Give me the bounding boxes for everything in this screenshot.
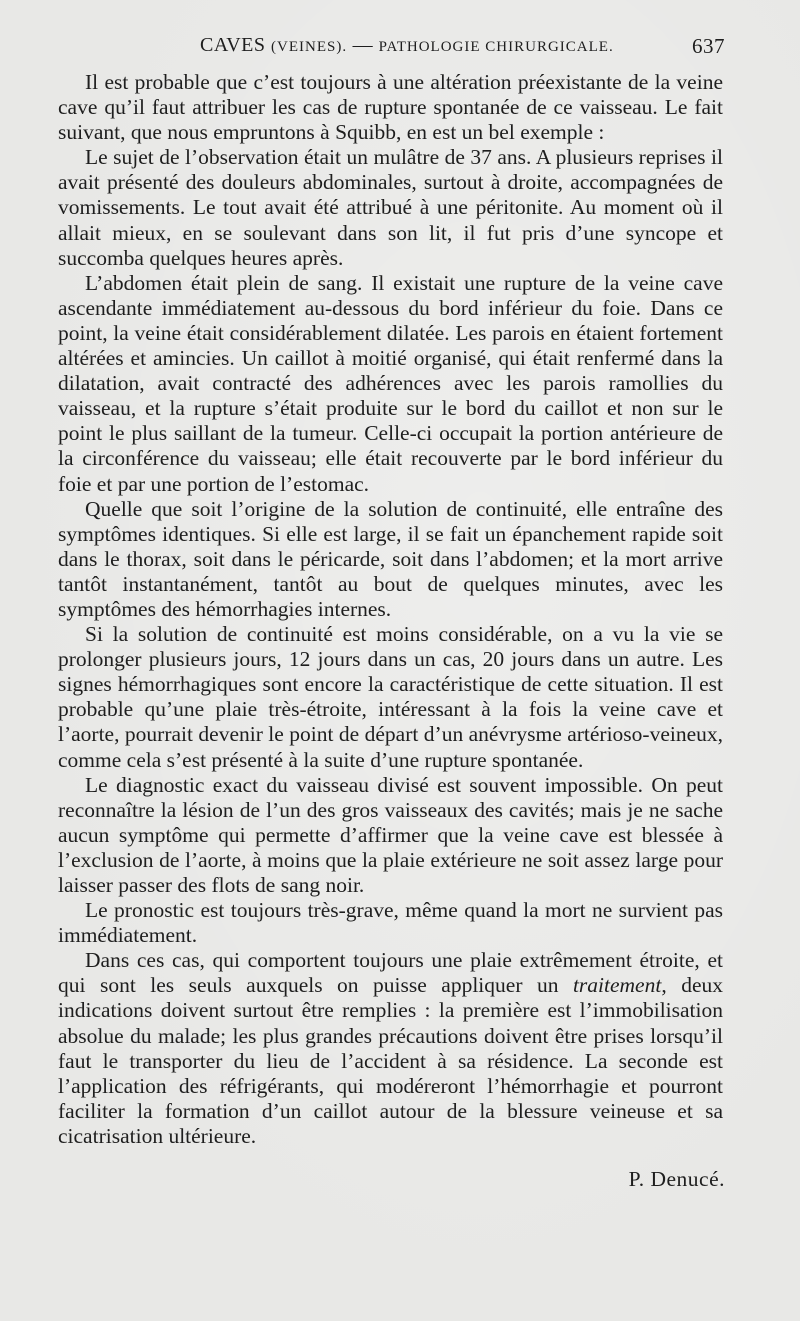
running-header (60, 34, 725, 64)
paragraph-6: Le diagnostic exact du vaisseau divisé est souvent impossible. On peut reconnaître la lésion de l’un des gros vaisseaux des cavités; mais je ne sache aucun symptôme qui permette d’affirmer que la veine cave est blessée à l’exclusion de l’aorte, à moins que la plaie extérieure ne soit assez large pour laisser passer des flots de sang noir. (58, 772, 723, 897)
running-title (200, 34, 614, 57)
paragraph-7: Le pronostic est toujours très-grave, même quand la mort ne survient pas immédiatement. (58, 898, 723, 948)
paragraph-2: Le sujet de l’observation était un mulâtre de 37 ans. A plusieurs reprises il avait présenté des douleurs abdominales, surtout à droite, accompagnées de vomissements. Le tout avait été attribué à une péritonite. Au moment où il allait mieux, en se soulevant dans son lit, il fut pris d’une syncope et succomba quelques heures après. (58, 145, 723, 270)
section-title: PATHOLOGIE CHIRURGICALE. (378, 39, 614, 55)
paragraph-8-end: , deux indications doivent surtout être remplies : la première est l’immobilisation absolue du malade; les plus grandes précautions doivent être prises lorsqu’il faut le transporter du lieu de l’accident à sa résidence. La seconde est l’application des réfrigérants, qui modéreront l’hémorrhagie et pourront faciliter la formation d’un caillot autour de la blessure veineuse et sa cicatrisation ultérieure. (58, 973, 723, 1148)
paragraph-8 (58, 948, 723, 1149)
paragraph-3: L’abdomen était plein de sang. Il existait une rupture de la veine cave ascendante immédiatement au-dessous du bord inférieur du foie. Dans ce point, la veine était considérablement dilatée. Les parois en étaient fortement altérées et amincies. Un caillot à moitié organisé, qui était renfermé dans la dilatation, avait contracté des adhérences avec les parois ramollies du vaisseau, et la rupture s’était produite sur le bord du caillot et non sur le point le plus saillant de la tumeur. Celle-ci occupait la portion antérieure de la circonférence du vaisseau; elle était recouverte par le bord inférieur du foie et par une portion de l’estomac. (58, 270, 723, 496)
paragraph-8-start: Dans ces cas, qui comportent toujours une plaie extrêmement étroite, et qui sont les seuls auxquels on puisse appliquer un (58, 948, 723, 998)
body-text (58, 70, 723, 1149)
italic-term: traitement (572, 973, 662, 998)
paragraph-4: Quelle que soit l’origine de la solution de continuité, elle entraîne des symptômes identiques. Si elle est large, il se fait un épanchement rapide soit dans le thorax, soit dans le péricarde, soit dans l’abdomen; et la mort arrive tantôt instantanément, tantôt au bout de quelques minutes, avec les symptômes des hémorrhagies internes. (58, 496, 723, 621)
paragraph-1: Il est probable que c’est toujours à une altération préexistante de la veine cave qu’il faut attribuer les cas de rupture spontanée de ce vaisseau. Le fait suivant, que nous empruntons à Squibb, en est un bel exemple : (58, 70, 723, 145)
paragraph-5: Si la solution de continuité est moins considérable, on a vu la vie se prolonger plusieurs jours, 12 jours dans un cas, 20 jours dans un autre. Les signes hémorrhagiques sont encore la caractéristique de cette situation. Il est probable qu’une plaie très-étroite, intéressant à la fois la veine cave et l’aorte, pourrait devenir le point de départ d’un anévrysme artérioso-veineux, comme cela s’est présenté à la suite d’une rupture spontanée. (58, 622, 723, 772)
title-dash: — (352, 34, 374, 56)
title-main: CAVES (200, 34, 266, 56)
page-number: 637 (692, 34, 725, 58)
author-signature: P. Denucé. (628, 1167, 725, 1191)
title-sub: (VEINES). (271, 39, 348, 55)
